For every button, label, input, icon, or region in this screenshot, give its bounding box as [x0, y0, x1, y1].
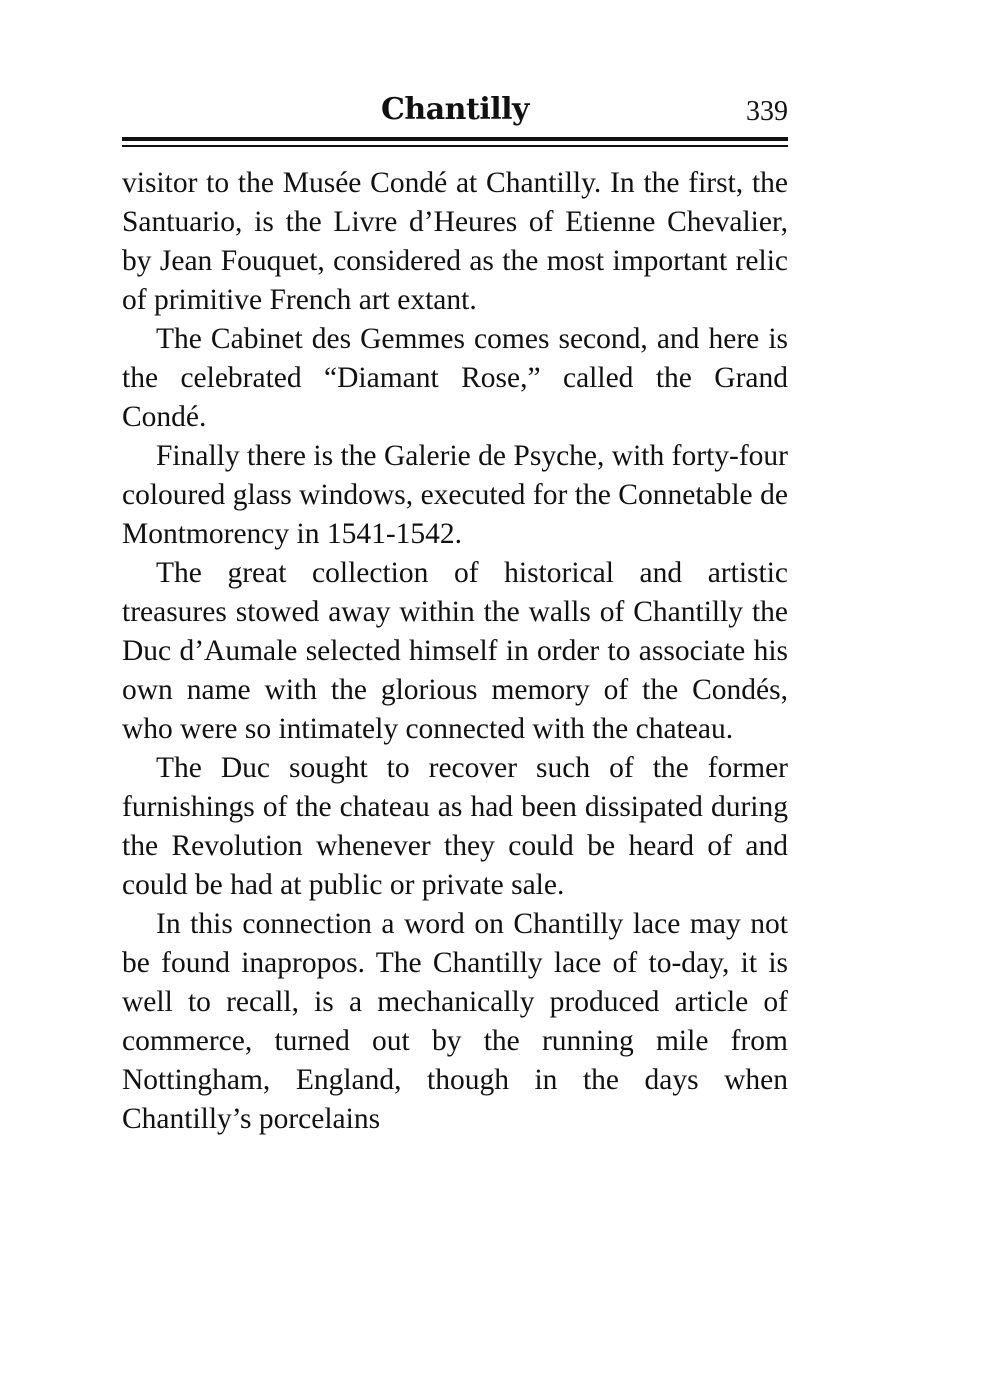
paragraph-galerie-de-psyche: Finally there is the Galerie de Psyche, with forty-four coloured glass windows, executed for the Connetable de Montmorency in 1541-1542.: [122, 440, 788, 550]
paragraph-continued: visitor to the Musée Condé at Chantilly. In the first, the Santuario, is the Livre d’Heures of Etienne Chevalier, by Jean Fouquet, considered as the most important relic of primitive French art extant.: [122, 167, 788, 316]
page-number: 339: [746, 96, 788, 127]
header-rule-thin: [122, 145, 788, 147]
body-text: [122, 164, 788, 1139]
paragraph-duc-sought: The Duc sought to recover such of the former furnishings of the chateau as had been dissipated during the Revolution whenever they could be heard of and could be had at public or private sale.: [122, 752, 788, 901]
running-title: Chantilly: [381, 92, 529, 127]
header-rule-thick: [122, 137, 788, 141]
paragraph-great-collection: The great collection of historical and artistic treasures stowed away within the walls of Chantilly the Duc d’Aumale selected himself in order to associate his own name with the glorious memory of the Condés, who were so intimately connected with the chateau.: [122, 557, 788, 745]
running-head: [122, 92, 788, 136]
paragraph-chantilly-lace: In this connection a word on Chantilly lace may not be found inapropos. The Chantilly lace of to-day, it is well to recall, is a mechanically produced article of commerce, turned out by the running mile from Nottingham, England, though in the days when Chantilly’s porcelains: [122, 908, 788, 1135]
paragraph-cabinet-des-gemmes: The Cabinet des Gemmes comes second, and here is the celebrated “Diamant Rose,” called the Grand Condé.: [122, 323, 788, 433]
